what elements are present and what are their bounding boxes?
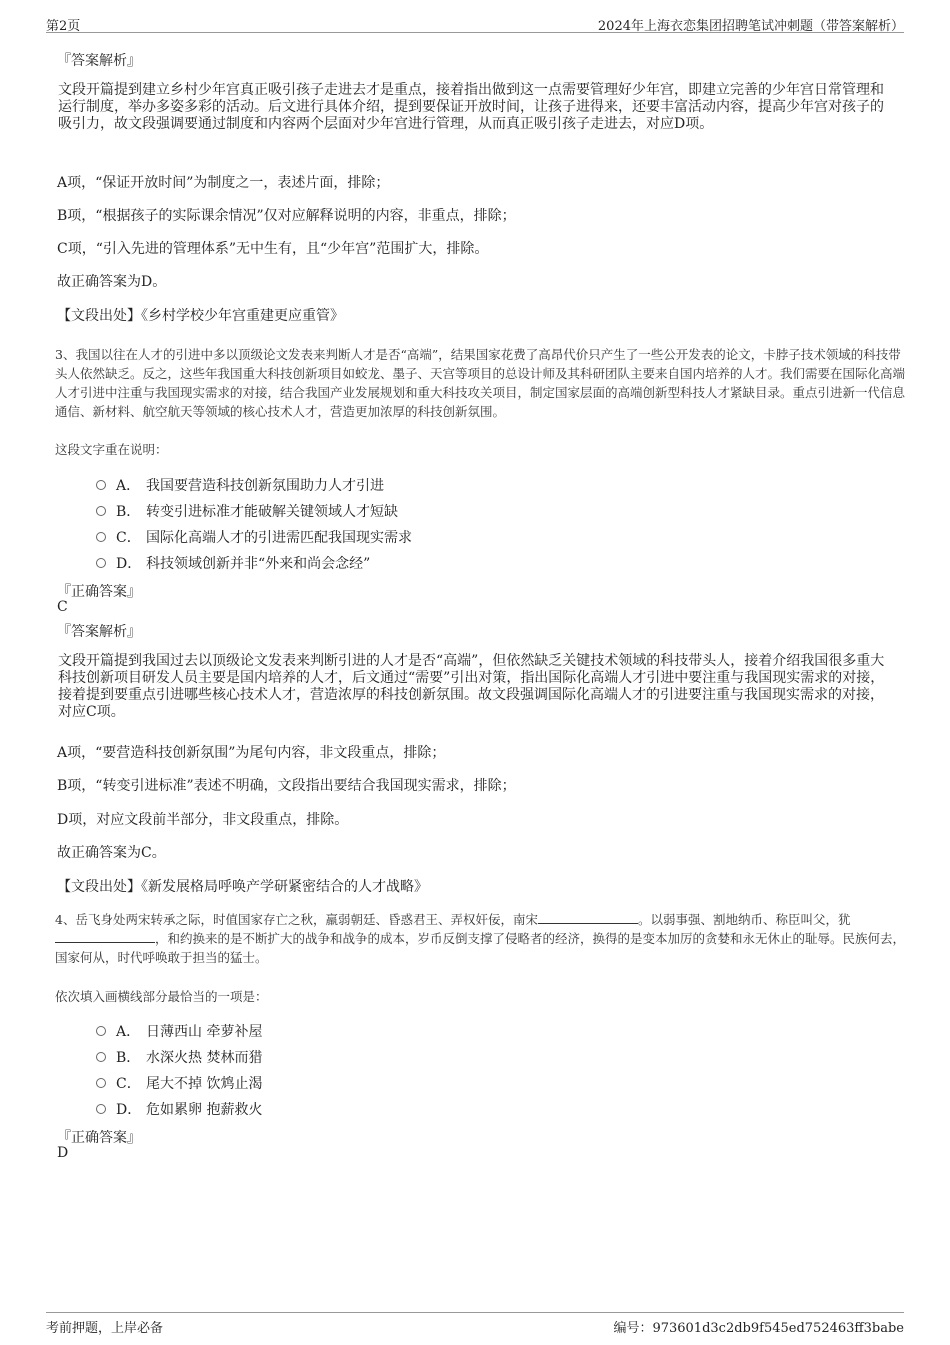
q3-stem: 3、我国以往在人才的引进中多以顶级论文发表来判断人才是否“高端”，结果国家花费了高昂代价只产生了一些公开发表的论文，卡脖子技术领域的科技带头人依然缺乏。反之，这些年我国重大科技创新项目如蛟龙、墨子、天宫等项目的总设计师及其科研团队主要来自国内培养的人才。我们需要在国际化高端人才引进中注重与我国现实需求的对接，结合我国产业发展规划和重大科技攻关项目，制定国家层面的高端创新型科技人才紧缺目录。重点引进新一代信息通信、新材料、航空航天等领域的核心技术人才，营造更加浓厚的科技创新氛围。 xyxy=(55,347,906,419)
radio-icon[interactable] xyxy=(96,1104,106,1114)
q4-answer: D xyxy=(57,1145,69,1161)
q2-option-c-note: C项，“引入先进的管理体系”无中生有，且“少年宫”范围扩大，排除。 xyxy=(57,241,489,257)
q2-option-b-note: B项，“根据孩子的实际课余情况”仅对应解释说明的内容，非重点，排除； xyxy=(57,208,516,224)
page-footer xyxy=(46,1312,904,1335)
q3-option-d-note: D项，对应文段前半部分，非文段重点，排除。 xyxy=(57,812,349,828)
radio-icon[interactable] xyxy=(96,506,106,516)
radio-icon[interactable] xyxy=(96,480,106,490)
q4-option-d[interactable]: D． 危如累卵 抱薪救火 xyxy=(96,1099,262,1119)
q3-option-a-note: A项，“要营造科技创新氛围”为尾句内容，非文段重点，排除； xyxy=(57,745,446,761)
radio-icon[interactable] xyxy=(96,558,106,568)
q2-option-a-note: A项，“保证开放时间”为制度之一，表述片面，排除； xyxy=(57,175,390,191)
document-code: 编号：973601d3c2db9f545ed752463ff3babe xyxy=(613,1321,904,1336)
q3-answer-label: 『正确答案』 xyxy=(57,584,141,600)
q3-conclusion: 故正确答案为C。 xyxy=(57,845,166,861)
q3-option-c[interactable]: C． 国际化高端人才的引进需匹配我国现实需求 xyxy=(96,527,412,547)
q3-prompt: 这段文字重在说明： xyxy=(55,442,168,457)
footer-slogan: 考前押题，上岸必备 xyxy=(46,1321,164,1336)
document-title: 2024年上海衣恋集团招聘笔试冲刺题（带答案解析） xyxy=(597,19,904,34)
radio-icon[interactable] xyxy=(96,1078,106,1088)
fill-blank-2 xyxy=(55,930,155,943)
radio-icon[interactable] xyxy=(96,1052,106,1062)
q3-source: 【文段出处】《新发展格局呼唤产学研紧密结合的人才战略》 xyxy=(57,879,428,895)
page-number: 第2页 xyxy=(46,19,81,34)
q4-option-b[interactable]: B． 水深火热 焚林而猎 xyxy=(96,1047,262,1067)
radio-icon[interactable] xyxy=(96,532,106,542)
q4-prompt: 依次填入画横线部分最恰当的一项是： xyxy=(55,989,268,1004)
q3-analysis-text: 文段开篇提到我国过去以顶级论文发表来判断引进的人才是否“高端”，但依然缺乏关键技术领域的科技带头人，接着介绍我国很多重大科技创新项目研发人员主要是国内培养的人才，后文通过“需要”引出对策，指出国际化高端人才引进中要注重与我国现实需求的对接，接着提到要重点引进哪些核心技术人才，营造浓厚的科技创新氛围。故文段强调国际化高端人才的引进要注重与我国现实需求的对接，对应C项。 xyxy=(58,653,885,720)
q3-option-b-note: B项，“转变引进标准”表述不明确，文段指出要结合我国现实需求，排除； xyxy=(57,778,516,794)
q3-option-a[interactable]: A． 我国要营造科技创新氛围助力人才引进 xyxy=(96,475,384,495)
fill-blank-1 xyxy=(538,911,638,924)
q3-option-b[interactable]: B． 转变引进标准才能破解关键领域人才短缺 xyxy=(96,501,398,521)
q3-analysis-label: 『答案解析』 xyxy=(57,624,141,640)
q3-option-d[interactable]: D． 科技领域创新并非“外来和尚会念经” xyxy=(96,553,370,573)
q2-analysis-label: 『答案解析』 xyxy=(57,53,141,69)
q3-answer: C xyxy=(57,599,68,615)
q2-source: 【文段出处】《乡村学校少年宫重建更应重管》 xyxy=(57,308,344,324)
q4-option-c[interactable]: C． 尾大不掉 饮鸩止渴 xyxy=(96,1073,262,1093)
q2-conclusion: 故正确答案为D。 xyxy=(57,274,167,290)
q2-analysis-text: 文段开篇提到建立乡村少年宫真正吸引孩子走进去才是重点，接着指出做到这一点需要管理好少年宫，即建立完善的少年宫日常管理和运行制度，举办多姿多彩的活动。后文进行具体介绍，提到要保证开放时间，让孩子进得来，还要丰富活动内容，提高少年宫对孩子的吸引力，故文段强调要通过制度和内容两个层面对少年宫进行管理，从而真正吸引孩子走进去，对应D项。 xyxy=(58,82,884,132)
q4-option-a[interactable]: A． 日薄西山 牵萝补屋 xyxy=(96,1021,262,1041)
q4-answer-label: 『正确答案』 xyxy=(57,1130,141,1146)
q4-stem: 4、岳飞身处两宋转承之际，时值国家存亡之秋，羸弱朝廷、昏惑君王、弄权奸佞，南宋 。以弱事强、割地纳币、称臣叫父，犹，和约换来的是不断扩大的战争和战争的成本，岁币反倒支撑了侵略者的经济，换得的是变本加厉的贪婪和永无休止的耻辱。民族何去，国家何从，时代呼唤敢于担当的猛士。 xyxy=(55,912,906,965)
page-header xyxy=(46,12,904,33)
radio-icon[interactable] xyxy=(96,1026,106,1036)
